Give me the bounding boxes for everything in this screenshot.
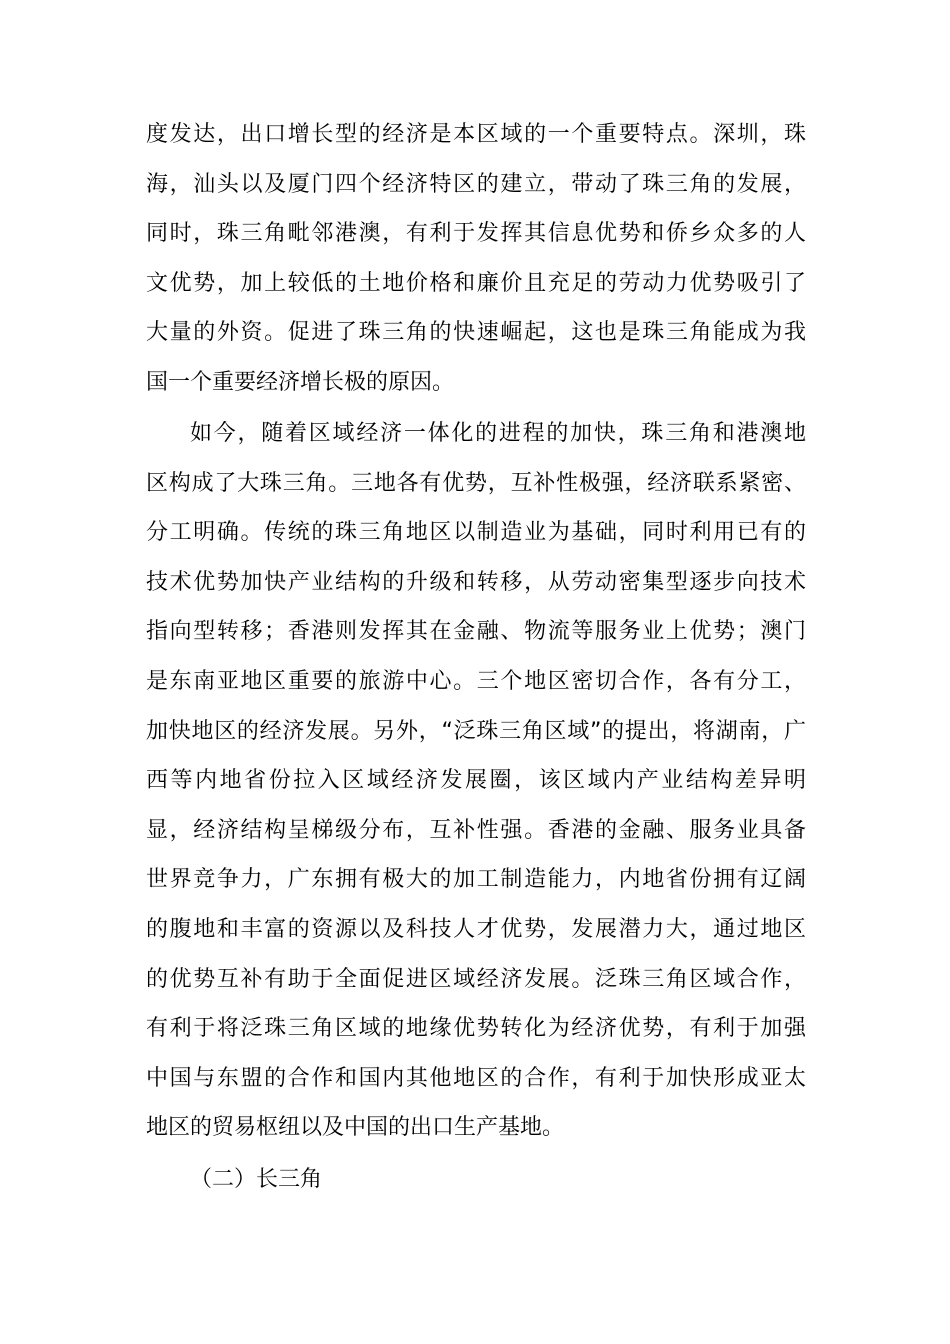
paragraph-line: 海，汕头以及厦门四个经济特区的建立，带动了珠三角的发展， [146, 171, 806, 197]
paragraph-line: 的优势互补有助于全面促进区域经济发展。泛珠三角区域合作， [146, 966, 806, 992]
paragraph-line: 文优势，加上较低的土地价格和廉价且充足的劳动力优势吸引了 [146, 270, 806, 296]
paragraph-line: 如今，随着区域经济一体化的进程的加快，珠三角和港澳地 [190, 421, 806, 446]
paragraph-line: 大量的外资。促进了珠三角的快速崛起，这也是珠三角能成为我 [146, 320, 806, 346]
paragraph-greater-pearl-river-delta [146, 409, 806, 1153]
paragraph-line: 是东南亚地区重要的旅游中心。三个地区密切合作，各有分工， [146, 668, 806, 694]
paragraph-line: 中国与东盟的合作和国内其他地区的合作，有利于加快形成亚太 [146, 1065, 806, 1091]
paragraph-line: 同时，珠三角毗邻港澳，有利于发挥其信息优势和侨乡众多的人 [146, 221, 806, 247]
paragraph-line: 区构成了大珠三角。三地各有优势，互补性极强，经济联系紧密、 [146, 470, 806, 496]
paragraph-line: 世界竞争力，广东拥有极大的加工制造能力，内地省份拥有辽阔 [146, 867, 806, 893]
paragraph-line: 西等内地省份拉入区域经济发展圈，该区域内产业结构差异明 [146, 768, 806, 794]
paragraph-line: 度发达，出口增长型的经济是本区域的一个重要特点。深圳，珠 [146, 122, 806, 147]
paragraph-line: 指向型转移；香港则发挥其在金融、物流等服务业上优势；澳门 [146, 619, 806, 645]
section-heading-text: （二）长三角 [190, 1167, 323, 1192]
paragraph-pearl-river-delta-overview [146, 110, 806, 408]
paragraph-line: 有利于将泛珠三角区域的地缘优势转化为经济优势，有利于加强 [146, 1016, 806, 1042]
paragraph-line: 地区的贸易枢纽以及中国的出口生产基地。 [146, 1115, 565, 1141]
paragraph-line: 显，经济结构呈梯级分布，互补性强。香港的金融、服务业具备 [146, 817, 806, 843]
paragraph-line: 分工明确。传统的珠三角地区以制造业为基础，同时利用已有的 [146, 520, 806, 546]
paragraph-line: 国一个重要经济增长极的原因。 [146, 369, 455, 395]
section-heading-yangtze-river-delta [146, 1155, 806, 1205]
paragraph-line: 技术优势加快产业结构的升级和转移，从劳动密集型逐步向技术 [146, 569, 806, 595]
paragraph-line: 加快地区的经济发展。另外，“泛珠三角区域”的提出，将湖南，广 [146, 718, 806, 744]
paragraph-line: 的腹地和丰富的资源以及科技人才优势，发展潜力大，通过地区 [146, 916, 806, 942]
